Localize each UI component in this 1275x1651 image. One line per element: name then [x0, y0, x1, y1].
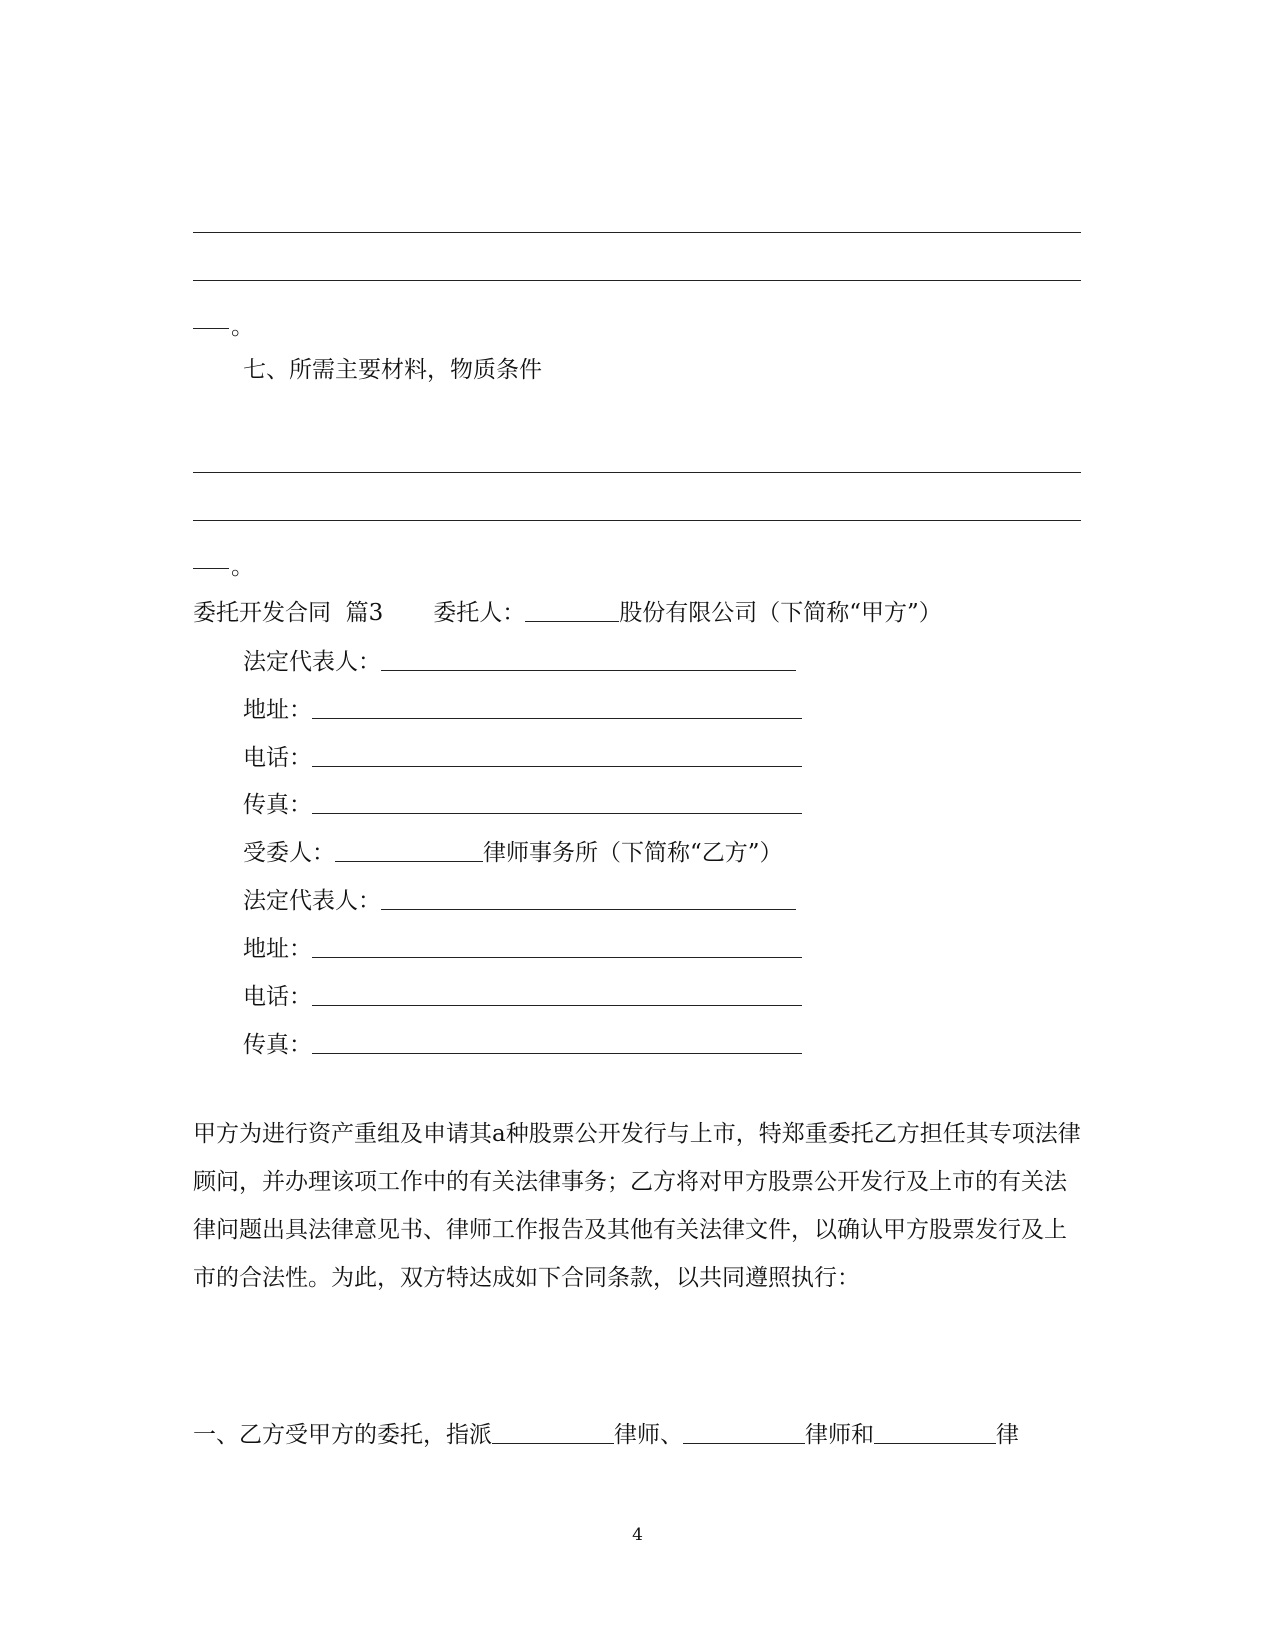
blank-line: [193, 472, 1081, 473]
party-b-address: 地址：: [243, 934, 802, 964]
blank-line: [193, 280, 1081, 281]
party-a-representative: 法定代表人：: [243, 647, 796, 677]
blank-line-end: 。: [193, 552, 254, 582]
clause-1: 一、乙方受甲方的委托，指派 律师、 律师和 律: [193, 1422, 1019, 1448]
contract-heading: 委托开发合同 篇3: [193, 600, 384, 626]
party-b-phone: 电话：: [243, 982, 802, 1012]
trustee-line: [243, 838, 783, 868]
party-a-address: 地址：: [243, 695, 802, 725]
intro-paragraph: 甲方为进行资产重组及申请其a种股票公开发行与上市，特郑重委托乙方担任其专项法律顾问，并办理该项工作中的有关法律事务；乙方将对甲方股票公开发行及上市的有关法律问题出具法律意见书、律师工作报告及其他有关法律文件，以确认甲方股票发行及上市的合法性。为此，双方特达成如下合同条款，以共同遵照执行：: [193, 1121, 1081, 1291]
client-suffix: 股份有限公司（下简称“甲方”）: [619, 600, 942, 626]
blank-line: [193, 520, 1081, 521]
trustee-suffix: 律师事务所（下简称“乙方”）: [483, 840, 783, 866]
blank-line-end: 。: [193, 312, 254, 342]
party-b-fax: 传真：: [243, 1030, 802, 1060]
trustee-blank: [335, 861, 483, 862]
party-a-fax: 传真：: [243, 790, 802, 820]
trustee-label: 受委人：: [243, 840, 335, 866]
party-a-phone: 电话：: [243, 743, 802, 773]
party-b-representative: 法定代表人：: [243, 886, 796, 916]
page-number: 4: [632, 1525, 643, 1545]
blank-line: [193, 232, 1081, 233]
section7-title: 七、所需主要材料，物质条件: [243, 357, 542, 383]
contract-heading-line: [193, 598, 942, 628]
client-label: 委托人：: [433, 600, 526, 626]
client-blank: [525, 621, 619, 622]
